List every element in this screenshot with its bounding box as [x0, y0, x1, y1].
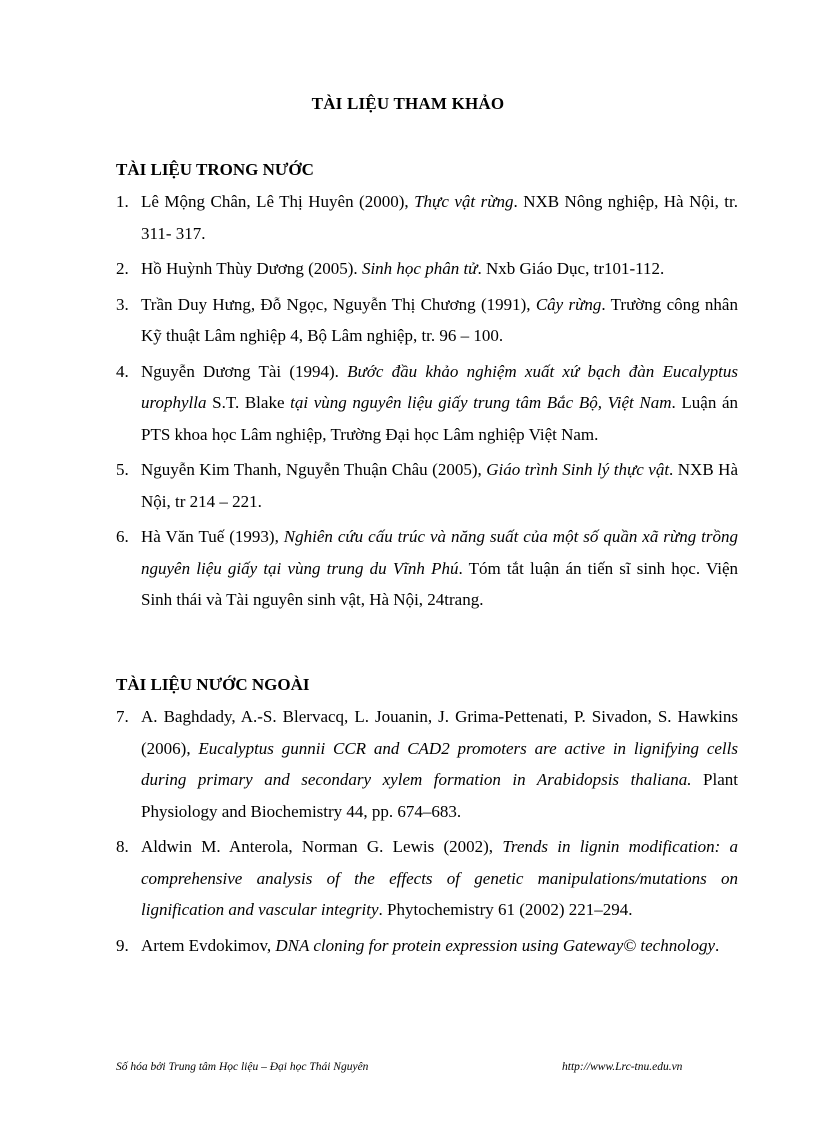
- reference-text: Lê Mộng Chân, Lê Thị Huyên (2000), Thực vật rừng. NXB Nông nghiệp, Hà Nội, tr. 311- 317.: [141, 192, 738, 243]
- reference-number: 5.: [116, 460, 129, 479]
- reference-number: 2.: [116, 259, 129, 278]
- reference-number: 9.: [116, 935, 129, 955]
- section-heading-domestic: TÀI LIỆU TRONG NƯỚC: [116, 160, 314, 179]
- reference-text: Aldwin M. Anterola, Norman G. Lewis (2002), Trends in lignin modification: a comprehensive analysis of the effects of genetic manipulations/mutations on lignification and vascular integrity. Phytochemistry 61 (2002) 221–294.: [141, 837, 738, 919]
- reference-text: Trần Duy Hưng, Đỗ Ngọc, Nguyễn Thị Chương (1991), Cây rừng. Trường công nhân Kỹ thuật Lâm nghiệp 4, Bộ Lâm nghiệp, tr. 96 – 100.: [141, 294, 738, 345]
- section-heading-foreign: TÀI LIỆU NƯỚC NGOÀI: [116, 675, 310, 694]
- footer-url: http://www.Lrc-tnu.edu.vn: [562, 1061, 683, 1073]
- reference-text: Nguyễn Dương Tài (1994). Bước đầu khảo nghiệm xuất xứ bạch đàn Eucalyptus urophylla S.T. Blake tại vùng nguyên liệu giấy trung tâm Bắc Bộ, Việt Nam. Luận án PTS khoa học Lâm nghiệp, Trường Đại học Lâm nghiệp Việt Nam.: [141, 361, 739, 444]
- reference-text: Nguyễn Kim Thanh, Nguyễn Thuận Châu (2005), Giáo trình Sinh lý thực vật. NXB Hà Nội, tr 214 – 221.: [141, 460, 738, 511]
- reference-item: [116, 253, 738, 285]
- reference-number: 6.: [116, 527, 129, 546]
- reference-item: [116, 930, 738, 962]
- footer-source: Số hóa bởi Trung tâm Học liệu – Đại học Thái Nguyên: [116, 1061, 369, 1073]
- reference-item: [116, 186, 738, 249]
- reference-text: Artem Evdokimov, DNA cloning for protein expression using Gateway© technology.: [141, 935, 720, 955]
- reference-number: 3.: [116, 294, 129, 314]
- reference-text: Hà Văn Tuế (1993), Nghiên cứu cấu trúc và năng suất của một số quần xã rừng trồng nguyên liệu giấy tại vùng trung du Vĩnh Phú. Tóm tắt luận án tiến sĩ sinh học. Viện Sinh thái và Tài nguyên sinh vật, Hà Nội, 24trang.: [141, 527, 739, 609]
- page-title: TÀI LIỆU THAM KHẢO: [311, 94, 505, 113]
- reference-text: A. Baghdady, A.-S. Blervacq, L. Jouanin, J. Grima-Pettenati, P. Sivadon, S. Hawkins (2006), Eucalyptus gunnii CCR and CAD2 promoters are active in lignifying cells during primary and secondary xylem formation in Arabidopsis thaliana. Plant Physiology and Biochemistry 44, pp. 674–683.: [141, 707, 739, 821]
- reference-list-domestic: [116, 186, 738, 620]
- reference-number: 4.: [116, 361, 129, 381]
- reference-item: [116, 289, 738, 352]
- reference-list-foreign: [116, 701, 738, 965]
- reference-item: [116, 521, 738, 616]
- reference-number: 8.: [116, 837, 129, 856]
- reference-item: [116, 831, 738, 926]
- reference-item: [116, 701, 738, 827]
- reference-number: 1.: [116, 192, 129, 211]
- reference-item: [116, 454, 738, 517]
- reference-text: Hồ Huỳnh Thùy Dương (2005). Sinh học phân tử. Nxb Giáo Dục, tr101-112.: [141, 259, 665, 278]
- reference-item: [116, 356, 738, 451]
- reference-number: 7.: [116, 707, 129, 726]
